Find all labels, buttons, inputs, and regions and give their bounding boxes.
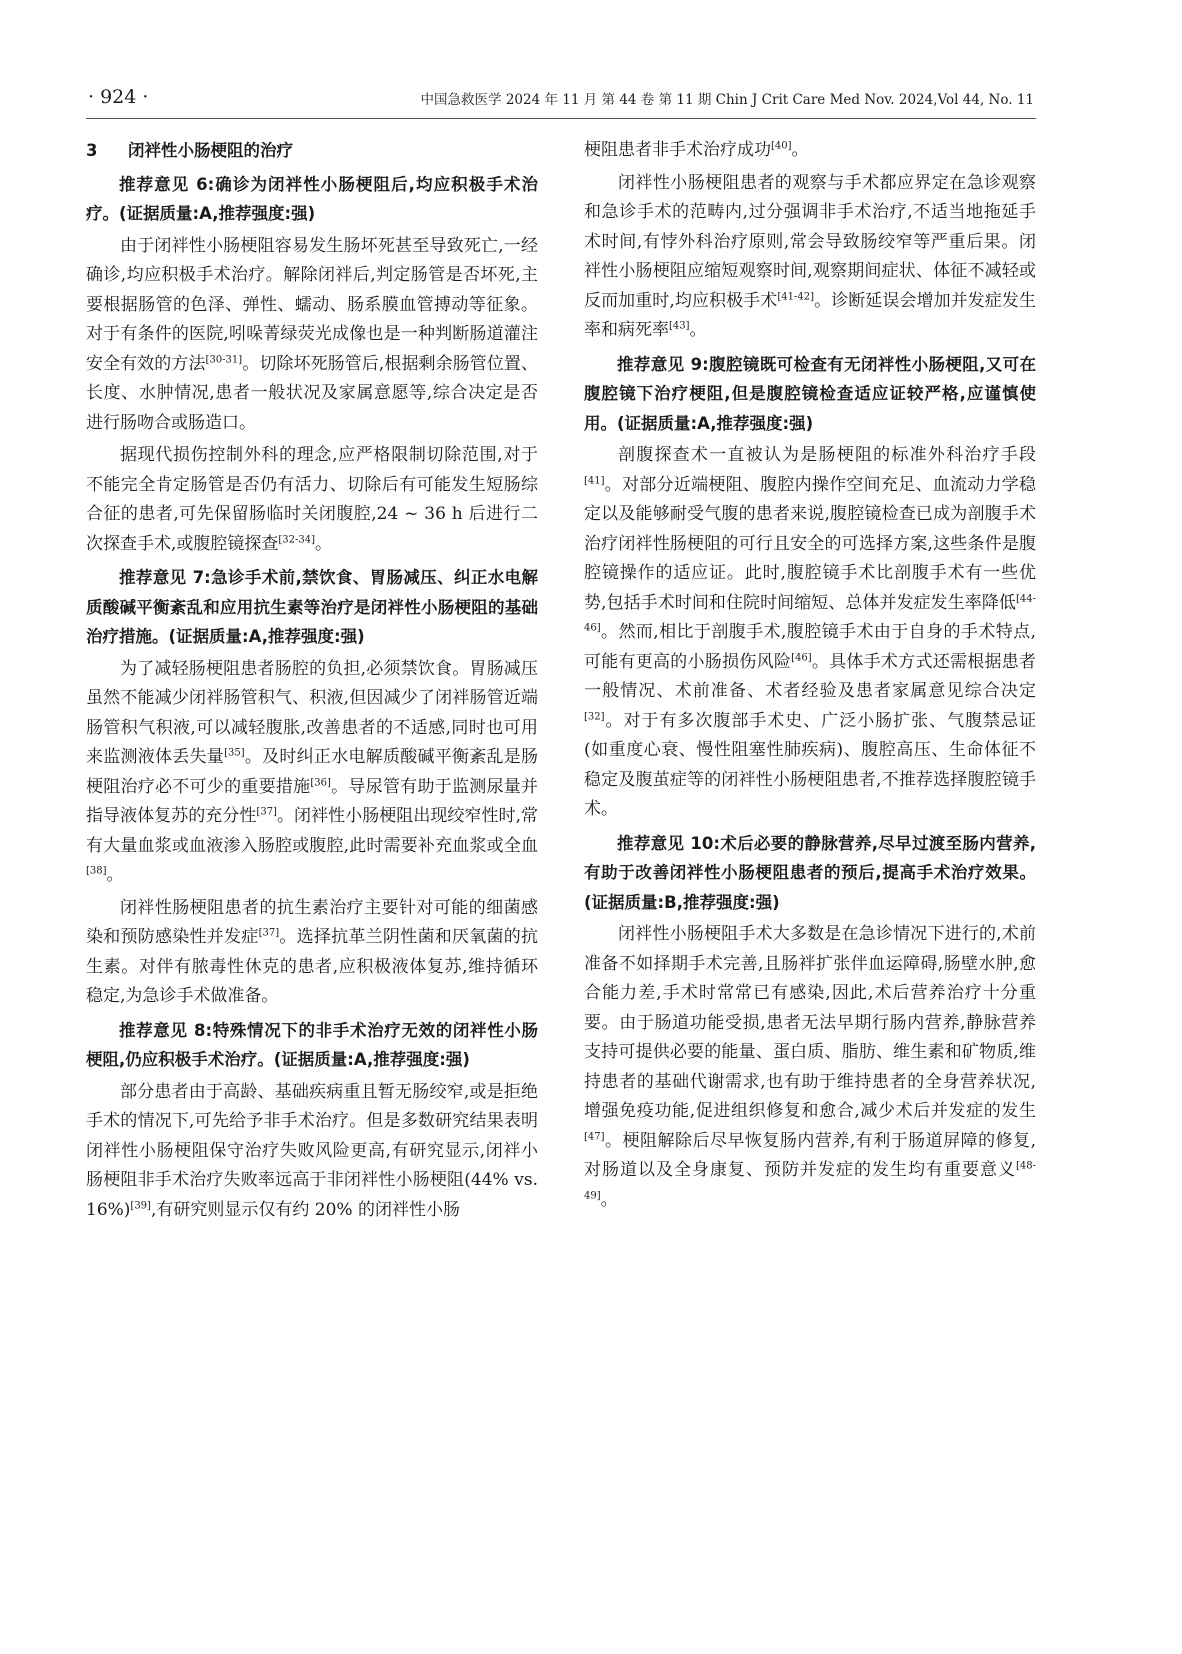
citation[interactable]: [39] bbox=[130, 1199, 151, 1211]
citation[interactable]: [44-46] bbox=[584, 592, 1036, 634]
left-column bbox=[86, 136, 538, 1228]
citation[interactable]: [32] bbox=[584, 710, 605, 722]
paragraph: 闭袢性肠梗阻患者的抗生素治疗主要针对可能的细菌感染和预防感染性并发症[37]。选择抗革兰阴性菌和厌氧菌的抗生素。对伴有脓毒性休克的患者,应积极液体复苏,维持循环稳定,为急诊手术做准备。 bbox=[86, 897, 539, 1006]
citation[interactable]: [43] bbox=[669, 320, 690, 332]
paragraph: 为了减轻肠梗阻患者肠腔的负担,必须禁饮食。胃肠减压虽然不能减少闭袢肠管积气、积液,但因减少了闭袢肠管近端肠管积气积液,可以减轻腹胀,改善患者的不适感,同时也可用来监测液体丢失量[35]。及时纠正水电解质酸碱平衡紊乱是肠梗阻治疗必不可少的重要措施[36]。导尿管有助于监测尿量并指导液体复苏的充分性[37]。闭袢性小肠梗阻出现绞窄性时,常有大量血浆或血液渗入肠腔或腹腔,此时需要补充血浆或全血[38]。 bbox=[86, 658, 539, 885]
paragraph: 由于闭袢性小肠梗阻容易发生肠坏死甚至导致死亡,一经确诊,均应积极手术治疗。解除闭袢后,判定肠管是否坏死,主要根据肠管的色泽、弹性、蠕动、肠系膜血管搏动等征象。对于有条件的医院,吲哚菁绿荧光成像也是一种判断肠道灌注安全有效的方法[30-31]。切除坏死肠管后,根据剩余肠管位置、长度、水肿情况,患者一般状况及家属意愿等,综合决定是否进行肠吻合或肠造口。 bbox=[86, 235, 538, 433]
recommendation-7: 推荐意见 7:急诊手术前,禁饮食、胃肠减压、纠正水电解质酸碱平衡紊乱和应用抗生素等治疗是闭袢性小肠梗阻的基础治疗措施。(证据质量:A,推荐强度:强) bbox=[86, 568, 538, 646]
paragraph: 剖腹探查术一直被认为是肠梗阻的标准外科治疗手段[41]。对部分近端梗阻、腹腔内操作空间充足、血流动力学稳定以及能够耐受气腹的患者来说,腹腔镜检查已成为剖腹手术治疗闭袢性肠梗阻的可行且安全的可选择方案,这些条件是腹腔镜操作的适应证。此时,腹腔镜手术比剖腹手术有一些优势,包括手术时间和住院时间缩短、总体并发症发生率降低[44-46]。然而,相比于剖腹手术,腹腔镜手术由于自身的手术特点,可能有更高的小肠损伤风险[46]。具体手术方式还需根据患者一般情况、术前准备、术者经验及患者家属意见综合决定[32]。对于有多次腹部手术史、广泛小肠扩张、气腹禁忌证(如重度心衰、慢性阻塞性肺疾病)、腹腔高压、生命体征不稳定及腹茧症等的闭袢性小肠梗阻患者,不推荐选择腹腔镜手术。 bbox=[584, 445, 1037, 819]
citation[interactable]: [35] bbox=[224, 747, 245, 759]
page-number: · 924 · bbox=[88, 86, 149, 108]
citation[interactable]: [41] bbox=[584, 474, 605, 486]
paragraph: 闭袢性小肠梗阻患者的观察与手术都应界定在急诊观察和急诊手术的范畴内,过分强调非手术治疗,不适当地拖延手术时间,有悖外科治疗原则,常会导致肠绞窄等严重后果。闭袢性小肠梗阻应缩短观察时间,观察期间症状、体征不减轻或反而加重时,均应积极手术[41-42]。诊断延误会增加并发症发生率和病死率[43]。 bbox=[584, 172, 1036, 340]
page-header bbox=[86, 84, 1036, 119]
citation[interactable]: [37] bbox=[256, 806, 277, 818]
paragraph: 梗阻患者非手术治疗成功[40]。 bbox=[584, 140, 809, 160]
journal-citation: 中国急救医学 2024 年 11 月 第 44 卷 第 11 期 Chin J Crit Care Med Nov. 2024,Vol 44, No. 11 bbox=[420, 92, 1034, 108]
recommendation-9: 推荐意见 9:腹腔镜既可检查有无闭袢性小肠梗阻,又可在腹腔镜下治疗梗阻,但是腹腔镜检查适应证较严格,应谨慎使用。(证据质量:A,推荐强度:强) bbox=[584, 354, 1036, 433]
right-column bbox=[584, 136, 1036, 1218]
citation[interactable]: [37] bbox=[258, 927, 280, 939]
paragraph: 据现代损伤控制外科的理念,应严格限制切除范围,对于不能完全肯定肠管是否仍有活力、切除后有可能发生短肠综合征的患者,可先保留肠临时关闭腹腔,24 ~ 36 h 后进行二次探查手术,或腹腔镜探查[32-34]。 bbox=[86, 445, 538, 554]
section-title: 闭袢性小肠梗阻的治疗 bbox=[128, 141, 293, 160]
recommendation-6: 推荐意见 6:确诊为闭袢性小肠梗阻后,均应积极手术治疗。(证据质量:A,推荐强度:强) bbox=[86, 174, 538, 223]
paragraph: 闭袢性小肠梗阻手术大多数是在急诊情况下进行的,术前准备不如择期手术完善,且肠袢扩张伴血运障碍,肠壁水肿,愈合能力差,手术时常常已有感染,因此,术后营养治疗十分重要。由于肠道功能受损,患者无法早期行肠内营养,静脉营养支持可提供必要的能量、蛋白质、脂肪、维生素和矿物质,维持患者的基础代谢需求,也有助于维持患者的全身营养状况,增强免疫功能,促进组织修复和愈合,减少术后并发症的发生[47]。梗阻解除后尽早恢复肠内营养,有利于肠道屏障的修复,对肠道以及全身康复、预防并发症的发生均有重要意义[48-49]。 bbox=[584, 924, 1036, 1210]
section-heading bbox=[86, 136, 538, 166]
citation[interactable]: [41-42] bbox=[777, 290, 814, 302]
citation[interactable]: [48-49] bbox=[584, 1160, 1036, 1201]
citation[interactable]: [46] bbox=[791, 651, 812, 663]
recommendation-10: 推荐意见 10:术后必要的静脉营养,尽早过渡至肠内营养,有助于改善闭袢性小肠梗阻患者的预后,提高手术治疗效果。(证据质量:B,推荐强度:强) bbox=[584, 833, 1036, 912]
recommendation-8: 推荐意见 8:特殊情况下的非手术治疗无效的闭袢性小肠梗阻,仍应积极手术治疗。(证据质量:A,推荐强度:强) bbox=[86, 1020, 538, 1069]
citation[interactable]: [40] bbox=[771, 140, 792, 152]
citation[interactable]: [47] bbox=[584, 1130, 605, 1142]
paragraph: 部分患者由于高龄、基础疾病重且暂无肠绞窄,或是拒绝手术的情况下,可先给予非手术治疗。但是多数研究结果表明闭袢性小肠梗阻保守治疗失败风险更高,有研究显示,闭袢小肠梗阻非手术治疗失败率远高于非闭袢性小肠梗阻(44% vs. 16%)[39],有研究则显示仅有约 20% 的闭袢性小肠 bbox=[86, 1081, 538, 1220]
section-number: 3 bbox=[86, 141, 98, 160]
citation[interactable]: [36] bbox=[310, 776, 331, 788]
citation[interactable]: [30-31] bbox=[205, 353, 243, 365]
citation[interactable]: [38] bbox=[86, 865, 107, 877]
citation[interactable]: [32-34] bbox=[278, 533, 316, 545]
